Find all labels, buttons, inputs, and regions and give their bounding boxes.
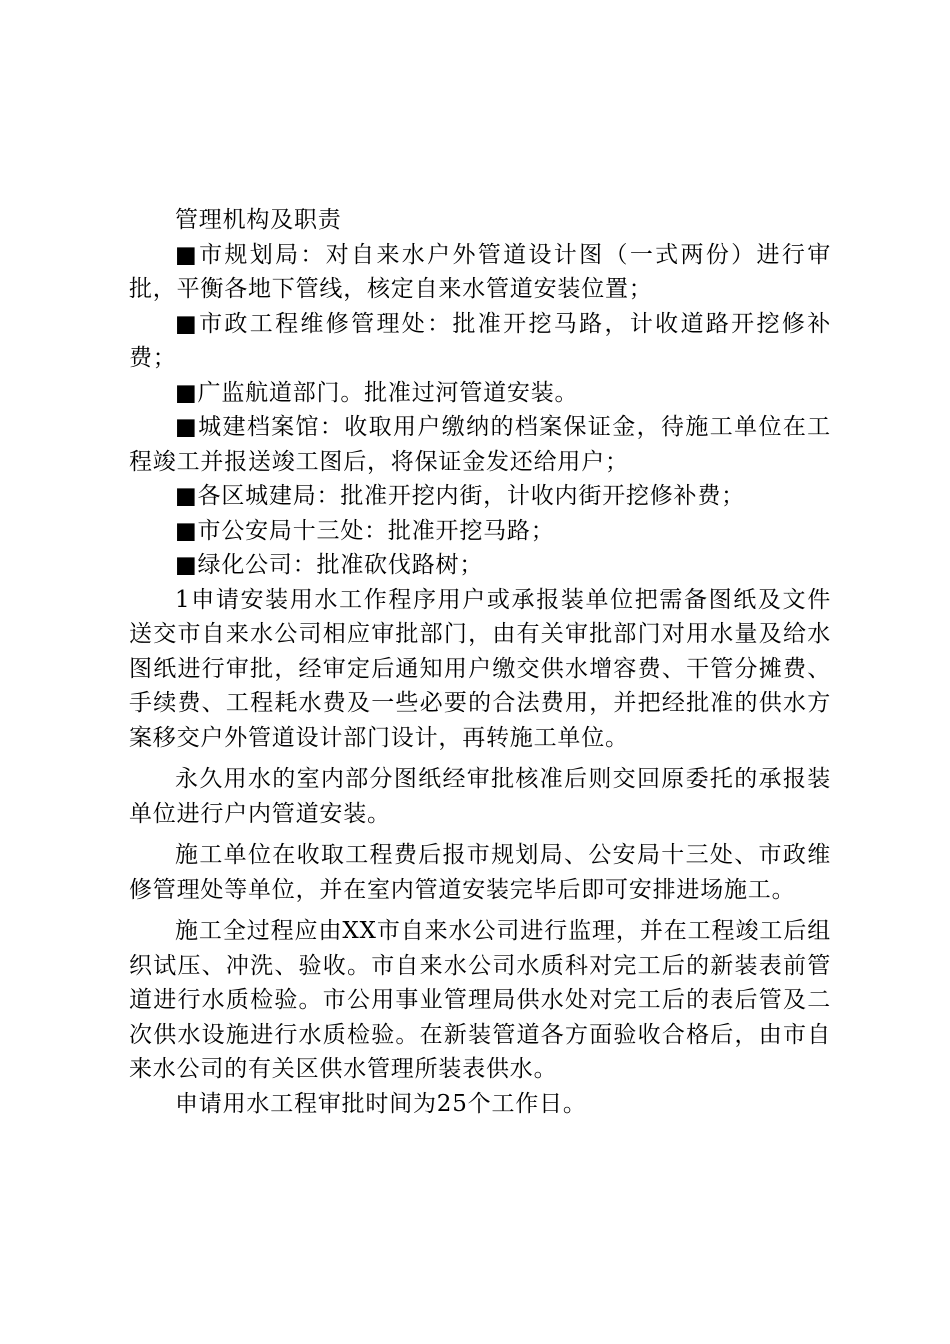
paragraph-supervision: 施工全过程应由XX市自来水公司进行监理，并在工程竣工后组织试压、冲洗、验收。市自来水公司水质科对完工后的新装表前管道进行水质检验。市公用事业管理局供水处对完工后的表后管及二次供水设施进行水质检验。在新装管道各方面验收合格后，由市自来水公司的有关区供水管理所装表供水。 bbox=[129, 918, 831, 1082]
section-heading: 管理机构及职责 bbox=[175, 207, 342, 233]
document-body bbox=[129, 203, 831, 1121]
paragraph-construction-unit: 施工单位在收取工程费后报市规划局、公安局十三处、市政维修管理处等单位，并在室内管道安装完毕后即可安排进场施工。 bbox=[129, 842, 831, 903]
bullet-item-public-security: ■市公安局十三处：批准开挖马路； bbox=[175, 517, 555, 544]
bullet-item-greening-company: ■绿化公司：批准砍伐路树； bbox=[175, 552, 484, 578]
paragraph-indoor-drawings: 永久用水的室内部分图纸经审批核准后则交回原委托的承报装单位进行户内管道安装。 bbox=[129, 766, 831, 827]
bullet-item-archives: ■城建档案馆：收取用户缴纳的档案保证金，待施工单位在工程竣工并报送竣工图后，将保证金发还给用户； bbox=[129, 414, 831, 475]
bullet-item-waterway-department: ■广监航道部门。批准过河管道安装。 bbox=[175, 379, 579, 406]
bullet-item-district-construction: ■各区城建局：批准开挖内街，计收内街开挖修补费； bbox=[175, 483, 745, 509]
paragraph-approval-time: 申请用水工程审批时间为25个工作日。 bbox=[175, 1090, 587, 1117]
bullet-item-municipal-maintenance: ■市政工程维修管理处：批准开挖马路，计收道路开挖修补费； bbox=[129, 310, 831, 371]
paragraph-application-procedure: 1申请安装用水工作程序用户或承报装单位把需备图纸及文件送交市自来水公司相应审批部门，由有关审批部门对用水量及给水图纸进行审批，经审定后通知用户缴交供水增容费、干管分摊费、手续费、工程耗水费及一些必要的合法费用，并把经批准的供水方案移交户外管道设计部门设计，再转施工单位。 bbox=[129, 586, 831, 751]
bullet-item-planning-bureau: ■市规划局：对自来水户外管道设计图（一式两份）进行审批，平衡各地下管线，核定自来水管道安装位置； bbox=[129, 241, 831, 302]
